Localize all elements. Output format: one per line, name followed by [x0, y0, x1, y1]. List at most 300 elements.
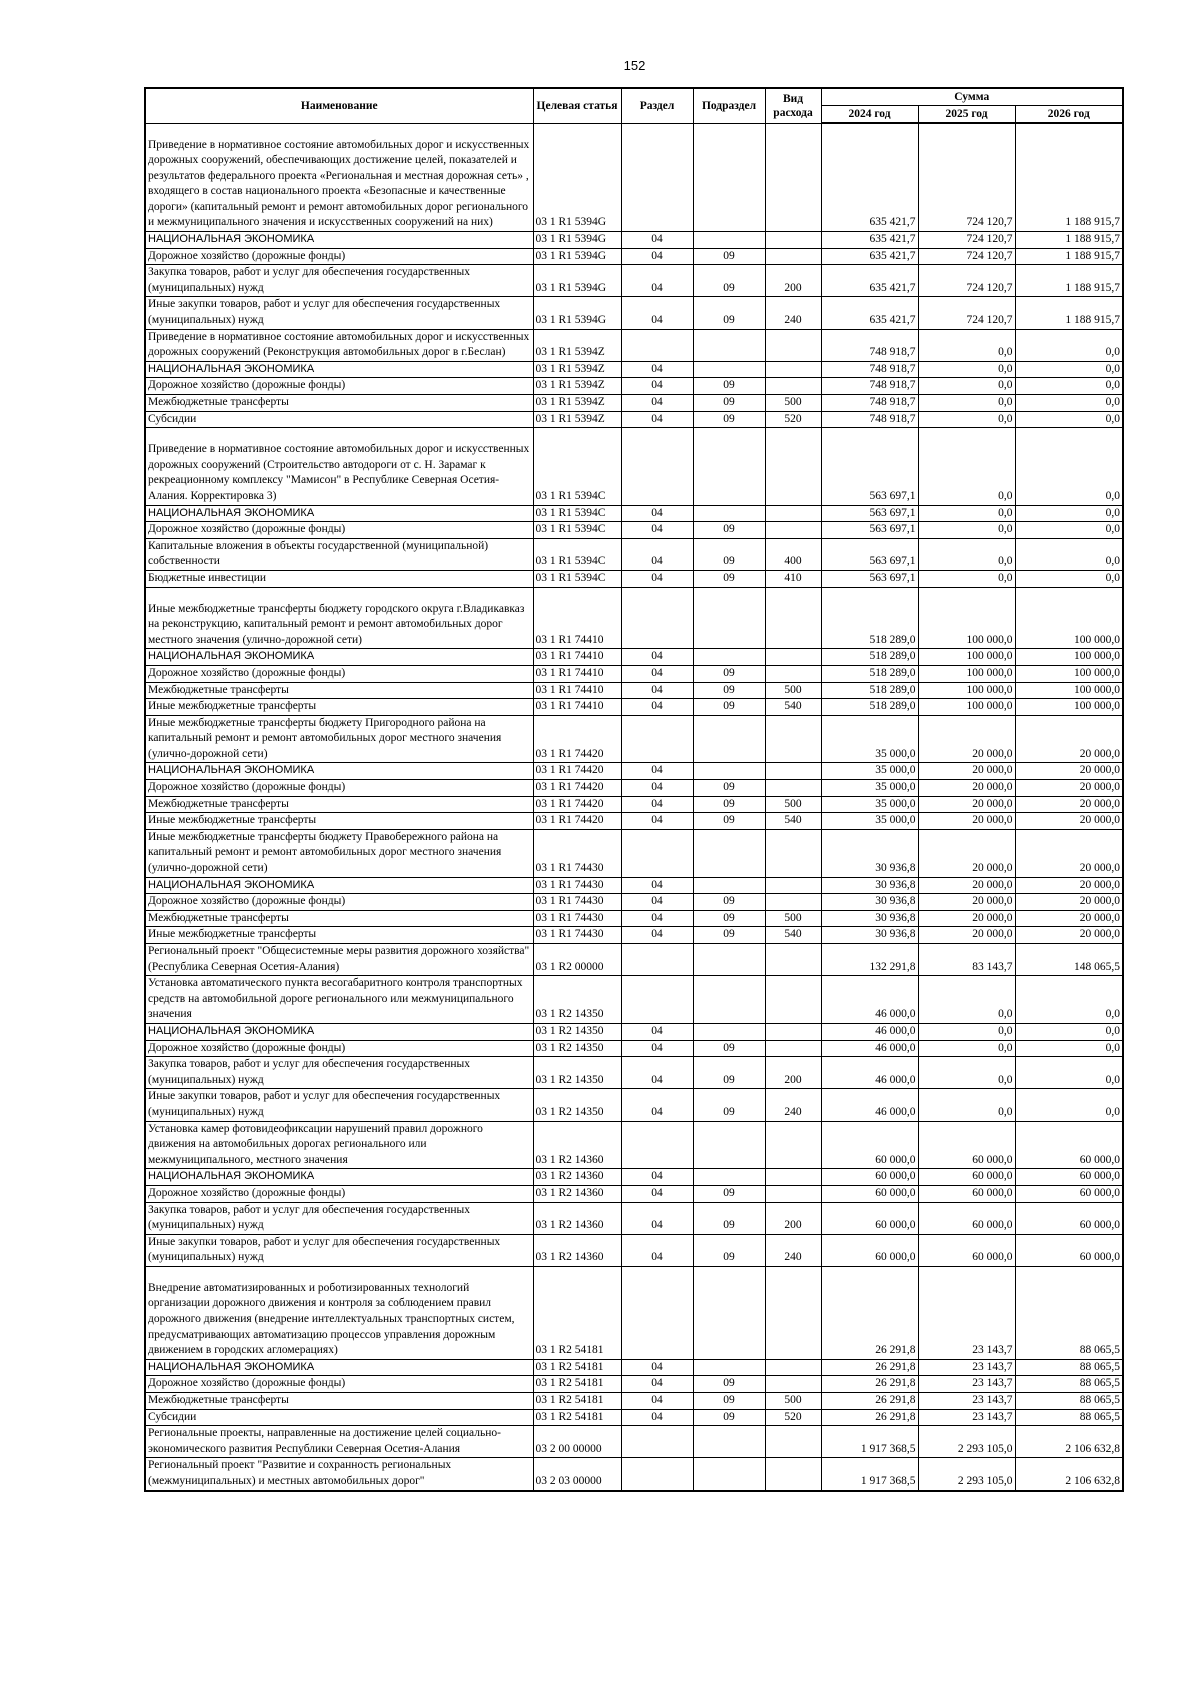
row-section: 04 [621, 649, 693, 666]
row-name [145, 232, 533, 249]
row-sum-2026: 0,0 [1015, 570, 1123, 587]
row-article: 03 1 R2 14360 [533, 1121, 621, 1169]
row-sum-2026: 20 000,0 [1015, 813, 1123, 830]
row-sum-2026: 20 000,0 [1015, 715, 1123, 763]
row-section [621, 944, 693, 976]
row-subsection: 09 [693, 665, 765, 682]
row-sum-2025: 23 143,7 [918, 1359, 1015, 1376]
row-sum-2024: 26 291,8 [821, 1376, 918, 1393]
row-subsection: 09 [693, 1089, 765, 1121]
row-name-text: Иные закупки товаров, работ и услуг для обеспечения государственных (муниципальных) нужд [148, 298, 501, 327]
row-section [621, 1266, 693, 1359]
row-name-text: НАЦИОНАЛЬНАЯ ЭКОНОМИКА [148, 233, 315, 246]
table-row [145, 587, 1123, 649]
table-row [145, 796, 1123, 813]
row-expense-type: 540 [765, 699, 821, 716]
row-sum-2024: 518 289,0 [821, 665, 918, 682]
row-section: 04 [621, 395, 693, 412]
row-name-text: Дорожное хозяйство (дорожные фонды) [148, 523, 346, 536]
row-sum-2024: 748 918,7 [821, 361, 918, 378]
row-sum-2026: 20 000,0 [1015, 829, 1123, 877]
row-sum-2025: 60 000,0 [918, 1234, 1015, 1266]
row-sum-2026: 0,0 [1015, 976, 1123, 1024]
row-expense-type [765, 665, 821, 682]
row-article: 03 1 R1 5394C [533, 538, 621, 570]
row-name-text: Установка автоматического пункта весогабаритного контроля транспортных средств на автомобильной дороге регионального или межмуниципального значения [148, 977, 523, 1021]
row-subsection [693, 428, 765, 505]
row-sum-2026: 60 000,0 [1015, 1121, 1123, 1169]
row-sum-2024: 60 000,0 [821, 1202, 918, 1234]
row-sum-2026: 20 000,0 [1015, 894, 1123, 911]
row-expense-type: 520 [765, 1409, 821, 1426]
header-expense-type: Вид расхода [765, 88, 821, 123]
table-row [145, 265, 1123, 297]
row-name-text: НАЦИОНАЛЬНАЯ ЭКОНОМИКА [148, 1024, 315, 1037]
row-expense-type [765, 329, 821, 361]
row-section [621, 715, 693, 763]
row-name [145, 395, 533, 412]
row-sum-2026: 88 065,5 [1015, 1393, 1123, 1410]
row-article: 03 1 R1 5394C [533, 428, 621, 505]
row-name [145, 894, 533, 911]
row-sum-2025: 20 000,0 [918, 796, 1015, 813]
row-name [145, 428, 533, 505]
row-name-text: НАЦИОНАЛЬНАЯ ЭКОНОМИКА [148, 1170, 315, 1183]
row-name [145, 877, 533, 894]
row-name-text: НАЦИОНАЛЬНАЯ ЭКОНОМИКА [148, 506, 315, 519]
row-sum-2026: 100 000,0 [1015, 682, 1123, 699]
row-sum-2026: 20 000,0 [1015, 927, 1123, 944]
row-name [145, 1409, 533, 1426]
row-subsection: 09 [693, 538, 765, 570]
row-expense-type [765, 877, 821, 894]
row-section: 04 [621, 699, 693, 716]
row-article: 03 1 R2 14350 [533, 976, 621, 1024]
row-sum-2025: 2 293 105,0 [918, 1458, 1015, 1491]
row-name-text: Установка камер фотовидеофиксации нарушений правил дорожного движения на автомобильных дорогах регионального или межмуниципального, местного значения [148, 1122, 483, 1166]
row-subsection: 09 [693, 1376, 765, 1393]
row-sum-2024: 635 421,7 [821, 297, 918, 329]
table-row [145, 715, 1123, 763]
row-sum-2026: 0,0 [1015, 1023, 1123, 1040]
row-sum-2024: 35 000,0 [821, 780, 918, 797]
row-article: 03 1 R1 74420 [533, 796, 621, 813]
row-section: 04 [621, 1359, 693, 1376]
row-sum-2026: 0,0 [1015, 378, 1123, 395]
row-sum-2025: 724 120,7 [918, 265, 1015, 297]
row-sum-2025: 100 000,0 [918, 587, 1015, 649]
row-name [145, 699, 533, 716]
row-spacer [148, 124, 531, 138]
row-sum-2024: 60 000,0 [821, 1185, 918, 1202]
row-article: 03 1 R1 5394G [533, 265, 621, 297]
row-name-text: Межбюджетные трансферты [148, 683, 289, 696]
row-sum-2024: 748 918,7 [821, 411, 918, 428]
row-sum-2025: 0,0 [918, 538, 1015, 570]
row-sum-2025: 23 143,7 [918, 1266, 1015, 1359]
row-sum-2026: 0,0 [1015, 411, 1123, 428]
row-name-text: Закупка товаров, работ и услуг для обеспечения государственных (муниципальных) нужд [148, 1058, 471, 1086]
row-name-text: НАЦИОНАЛЬНАЯ ЭКОНОМИКА [148, 1360, 315, 1373]
row-section: 04 [621, 378, 693, 395]
row-name-text: Внедрение автоматизированных и роботизированных технологий организации дорожного движения и контроля за соблюдением правил дорожного движения (внедрение интеллектуальных транспортных систем, предусматривающих автоматизацию процессов управления дорожным движением в городских агломерациях) [148, 1281, 515, 1357]
row-sum-2024: 563 697,1 [821, 522, 918, 539]
row-section: 04 [621, 763, 693, 780]
row-sum-2025: 0,0 [918, 361, 1015, 378]
row-article: 03 1 R1 5394C [533, 505, 621, 522]
row-sum-2024: 26 291,8 [821, 1409, 918, 1426]
row-sum-2024: 60 000,0 [821, 1121, 918, 1169]
row-article: 03 1 R1 74410 [533, 649, 621, 666]
row-name [145, 297, 533, 329]
row-section: 04 [621, 780, 693, 797]
row-section [621, 329, 693, 361]
header-sum: Сумма [821, 88, 1123, 106]
header-name: Наименование [145, 88, 533, 123]
row-article: 03 1 R1 5394Z [533, 411, 621, 428]
row-section: 04 [621, 1023, 693, 1040]
row-expense-type: 500 [765, 1393, 821, 1410]
row-sum-2024: 30 936,8 [821, 894, 918, 911]
row-article: 03 1 R1 5394G [533, 123, 621, 232]
header-year-2026: 2026 год [1015, 106, 1123, 124]
page-number: 152 [623, 58, 646, 73]
row-sum-2025: 724 120,7 [918, 232, 1015, 249]
row-expense-type [765, 123, 821, 232]
row-sum-2024: 518 289,0 [821, 587, 918, 649]
row-sum-2025: 20 000,0 [918, 780, 1015, 797]
row-name [145, 248, 533, 265]
row-section [621, 1426, 693, 1458]
row-subsection: 09 [693, 1409, 765, 1426]
row-sum-2026: 0,0 [1015, 329, 1123, 361]
row-section: 04 [621, 1393, 693, 1410]
row-article: 03 1 R2 14360 [533, 1185, 621, 1202]
row-name-text: Иные межбюджетные трансферты [148, 928, 317, 941]
row-article: 03 1 R1 5394Z [533, 329, 621, 361]
row-name [145, 682, 533, 699]
row-article: 03 1 R1 74410 [533, 665, 621, 682]
row-expense-type [765, 1458, 821, 1491]
row-name [145, 570, 533, 587]
row-expense-type [765, 976, 821, 1024]
row-subsection [693, 361, 765, 378]
row-article: 03 2 03 00000 [533, 1458, 621, 1491]
table-row [145, 1409, 1123, 1426]
table-row [145, 1040, 1123, 1057]
row-sum-2025: 20 000,0 [918, 813, 1015, 830]
table-row [145, 232, 1123, 249]
table-row [145, 1057, 1123, 1089]
row-section: 04 [621, 1202, 693, 1234]
row-sum-2025: 0,0 [918, 570, 1015, 587]
row-sum-2026: 0,0 [1015, 1057, 1123, 1089]
row-sum-2026: 20 000,0 [1015, 796, 1123, 813]
row-sum-2024: 30 936,8 [821, 829, 918, 877]
row-expense-type: 240 [765, 1234, 821, 1266]
table-row [145, 1359, 1123, 1376]
row-subsection: 09 [693, 1040, 765, 1057]
row-sum-2025: 100 000,0 [918, 665, 1015, 682]
row-sum-2025: 0,0 [918, 505, 1015, 522]
row-name [145, 587, 533, 649]
row-sum-2024: 518 289,0 [821, 699, 918, 716]
table-row [145, 780, 1123, 797]
row-name [145, 813, 533, 830]
row-expense-type: 410 [765, 570, 821, 587]
row-sum-2024: 635 421,7 [821, 265, 918, 297]
row-section [621, 587, 693, 649]
row-sum-2025: 2 293 105,0 [918, 1426, 1015, 1458]
row-subsection: 09 [693, 265, 765, 297]
row-sum-2026: 20 000,0 [1015, 763, 1123, 780]
row-section [621, 428, 693, 505]
row-sum-2025: 0,0 [918, 1057, 1015, 1089]
row-sum-2025: 60 000,0 [918, 1202, 1015, 1234]
row-article: 03 1 R1 74410 [533, 699, 621, 716]
row-sum-2025: 60 000,0 [918, 1169, 1015, 1186]
row-expense-type: 540 [765, 927, 821, 944]
row-sum-2025: 60 000,0 [918, 1121, 1015, 1169]
row-subsection [693, 877, 765, 894]
row-sum-2026: 88 065,5 [1015, 1359, 1123, 1376]
row-subsection [693, 505, 765, 522]
table-row [145, 1266, 1123, 1359]
row-sum-2025: 100 000,0 [918, 699, 1015, 716]
row-name [145, 522, 533, 539]
row-subsection [693, 123, 765, 232]
row-sum-2026: 1 188 915,7 [1015, 248, 1123, 265]
row-expense-type: 200 [765, 265, 821, 297]
row-name [145, 1359, 533, 1376]
row-section: 04 [621, 1234, 693, 1266]
row-expense-type: 520 [765, 411, 821, 428]
row-sum-2026: 88 065,5 [1015, 1409, 1123, 1426]
row-name [145, 411, 533, 428]
row-section [621, 1458, 693, 1491]
row-name [145, 505, 533, 522]
row-section [621, 829, 693, 877]
table-row [145, 1121, 1123, 1169]
row-article: 03 1 R2 14350 [533, 1089, 621, 1121]
row-sum-2024: 748 918,7 [821, 329, 918, 361]
row-sum-2024: 35 000,0 [821, 813, 918, 830]
row-subsection [693, 1266, 765, 1359]
row-sum-2025: 0,0 [918, 329, 1015, 361]
row-sum-2025: 724 120,7 [918, 123, 1015, 232]
row-sum-2026: 88 065,5 [1015, 1266, 1123, 1359]
row-sum-2024: 1 917 368,5 [821, 1426, 918, 1458]
row-expense-type: 500 [765, 682, 821, 699]
row-name [145, 265, 533, 297]
row-article: 03 1 R1 5394Z [533, 378, 621, 395]
row-sum-2026: 100 000,0 [1015, 587, 1123, 649]
budget-table [144, 87, 1124, 1492]
row-sum-2024: 563 697,1 [821, 428, 918, 505]
row-subsection: 09 [693, 1057, 765, 1089]
row-sum-2026: 60 000,0 [1015, 1202, 1123, 1234]
row-name-text: НАЦИОНАЛЬНАЯ ЭКОНОМИКА [148, 362, 315, 375]
row-expense-type [765, 232, 821, 249]
row-section: 04 [621, 505, 693, 522]
row-sum-2025: 0,0 [918, 395, 1015, 412]
header-section: Раздел [621, 88, 693, 123]
row-sum-2025: 20 000,0 [918, 715, 1015, 763]
row-sum-2025: 20 000,0 [918, 877, 1015, 894]
row-section [621, 123, 693, 232]
row-name-text: Дорожное хозяйство (дорожные фонды) [148, 249, 346, 262]
row-name [145, 944, 533, 976]
table-header [145, 88, 1123, 123]
row-sum-2025: 100 000,0 [918, 649, 1015, 666]
table-row [145, 1393, 1123, 1410]
row-article: 03 1 R2 14350 [533, 1057, 621, 1089]
row-expense-type: 500 [765, 395, 821, 412]
row-name-text: Иные межбюджетные трансферты [148, 700, 317, 713]
row-expense-type: 500 [765, 910, 821, 927]
row-sum-2026: 100 000,0 [1015, 665, 1123, 682]
row-sum-2026: 2 106 632,8 [1015, 1426, 1123, 1458]
row-subsection: 09 [693, 894, 765, 911]
row-sum-2025: 724 120,7 [918, 248, 1015, 265]
row-article: 03 1 R1 74420 [533, 715, 621, 763]
row-sum-2026: 100 000,0 [1015, 699, 1123, 716]
table-row [145, 1169, 1123, 1186]
row-article: 03 1 R1 74420 [533, 763, 621, 780]
row-name-text: Иные закупки товаров, работ и услуг для обеспечения государственных (муниципальных) нужд [148, 1090, 501, 1118]
row-name-text: Капитальные вложения в объекты государственной (муниципальной) собственности [148, 539, 489, 568]
row-article: 03 2 00 00000 [533, 1426, 621, 1458]
row-section: 04 [621, 1040, 693, 1057]
row-expense-type [765, 780, 821, 797]
row-name-text: Закупка товаров, работ и услуг для обеспечения государственных (муниципальных) нужд [148, 1203, 471, 1232]
row-name [145, 1376, 533, 1393]
header-year-2025: 2025 год [918, 106, 1015, 124]
row-sum-2024: 30 936,8 [821, 910, 918, 927]
row-name [145, 378, 533, 395]
row-subsection: 09 [693, 570, 765, 587]
row-sum-2024: 35 000,0 [821, 715, 918, 763]
row-sum-2025: 0,0 [918, 976, 1015, 1024]
table-row [145, 329, 1123, 361]
row-subsection: 09 [693, 1393, 765, 1410]
row-name [145, 1234, 533, 1266]
row-article: 03 1 R1 74420 [533, 813, 621, 830]
row-article: 03 1 R2 54181 [533, 1409, 621, 1426]
row-expense-type [765, 505, 821, 522]
row-sum-2025: 60 000,0 [918, 1185, 1015, 1202]
row-expense-type [765, 649, 821, 666]
row-sum-2024: 748 918,7 [821, 378, 918, 395]
row-section: 04 [621, 538, 693, 570]
row-section: 04 [621, 813, 693, 830]
table-row [145, 1089, 1123, 1121]
row-sum-2026: 60 000,0 [1015, 1169, 1123, 1186]
row-expense-type [765, 522, 821, 539]
row-expense-type [765, 829, 821, 877]
row-subsection: 09 [693, 1202, 765, 1234]
row-sum-2026: 2 106 632,8 [1015, 1458, 1123, 1491]
table-row [145, 297, 1123, 329]
row-name [145, 123, 533, 232]
row-spacer [148, 428, 531, 442]
row-article: 03 1 R1 5394Z [533, 395, 621, 412]
table-row [145, 894, 1123, 911]
row-name-text: Межбюджетные трансферты [148, 797, 289, 810]
row-subsection: 09 [693, 699, 765, 716]
row-name [145, 763, 533, 780]
row-expense-type [765, 1023, 821, 1040]
row-sum-2024: 46 000,0 [821, 1057, 918, 1089]
row-sum-2025: 23 143,7 [918, 1376, 1015, 1393]
row-article: 03 1 R2 14360 [533, 1202, 621, 1234]
row-sum-2026: 0,0 [1015, 428, 1123, 505]
table-row [145, 505, 1123, 522]
row-article: 03 1 R1 74430 [533, 877, 621, 894]
row-section: 04 [621, 265, 693, 297]
row-expense-type [765, 944, 821, 976]
row-section: 04 [621, 248, 693, 265]
table-row [145, 1023, 1123, 1040]
row-article: 03 1 R1 5394G [533, 248, 621, 265]
header-year-2024: 2024 год [821, 106, 918, 124]
row-sum-2026: 20 000,0 [1015, 877, 1123, 894]
row-subsection [693, 763, 765, 780]
row-expense-type: 500 [765, 796, 821, 813]
row-sum-2024: 35 000,0 [821, 796, 918, 813]
row-sum-2025: 0,0 [918, 378, 1015, 395]
row-subsection [693, 1359, 765, 1376]
row-name [145, 1393, 533, 1410]
row-name [145, 1202, 533, 1234]
row-sum-2026: 148 065,5 [1015, 944, 1123, 976]
row-name-text: Дорожное хозяйство (дорожные фонды) [148, 1186, 346, 1199]
row-article: 03 1 R1 74430 [533, 829, 621, 877]
row-sum-2024: 30 936,8 [821, 877, 918, 894]
row-subsection [693, 976, 765, 1024]
row-sum-2025: 23 143,7 [918, 1393, 1015, 1410]
row-subsection [693, 329, 765, 361]
row-sum-2024: 518 289,0 [821, 682, 918, 699]
row-sum-2025: 0,0 [918, 1040, 1015, 1057]
row-subsection: 09 [693, 522, 765, 539]
row-sum-2024: 563 697,1 [821, 505, 918, 522]
table-row [145, 123, 1123, 232]
row-expense-type [765, 1266, 821, 1359]
row-expense-type [765, 248, 821, 265]
row-subsection: 09 [693, 927, 765, 944]
row-name-text: НАЦИОНАЛЬНАЯ ЭКОНОМИКА [148, 650, 315, 663]
row-subsection [693, 1169, 765, 1186]
row-name [145, 976, 533, 1024]
row-sum-2024: 60 000,0 [821, 1234, 918, 1266]
row-sum-2026: 0,0 [1015, 522, 1123, 539]
row-sum-2026: 1 188 915,7 [1015, 232, 1123, 249]
table-row [145, 829, 1123, 877]
table-row [145, 665, 1123, 682]
row-sum-2024: 26 291,8 [821, 1359, 918, 1376]
row-section: 04 [621, 1409, 693, 1426]
row-sum-2026: 60 000,0 [1015, 1234, 1123, 1266]
row-name-text: Дорожное хозяйство (дорожные фонды) [148, 895, 346, 908]
row-sum-2024: 46 000,0 [821, 1089, 918, 1121]
row-section: 04 [621, 665, 693, 682]
row-subsection: 09 [693, 378, 765, 395]
table-row [145, 649, 1123, 666]
row-article: 03 1 R1 74420 [533, 780, 621, 797]
row-expense-type: 240 [765, 1089, 821, 1121]
row-name-text: Приведение в нормативное состояние автомобильных дорог и искусственных дорожных сооружений (Строительство автодороги от с. Н. Зарамаг к рекреационному комплексу "Мамисон" в Республике Северная Осетия-Алания. Корректировка 3) [148, 443, 530, 502]
